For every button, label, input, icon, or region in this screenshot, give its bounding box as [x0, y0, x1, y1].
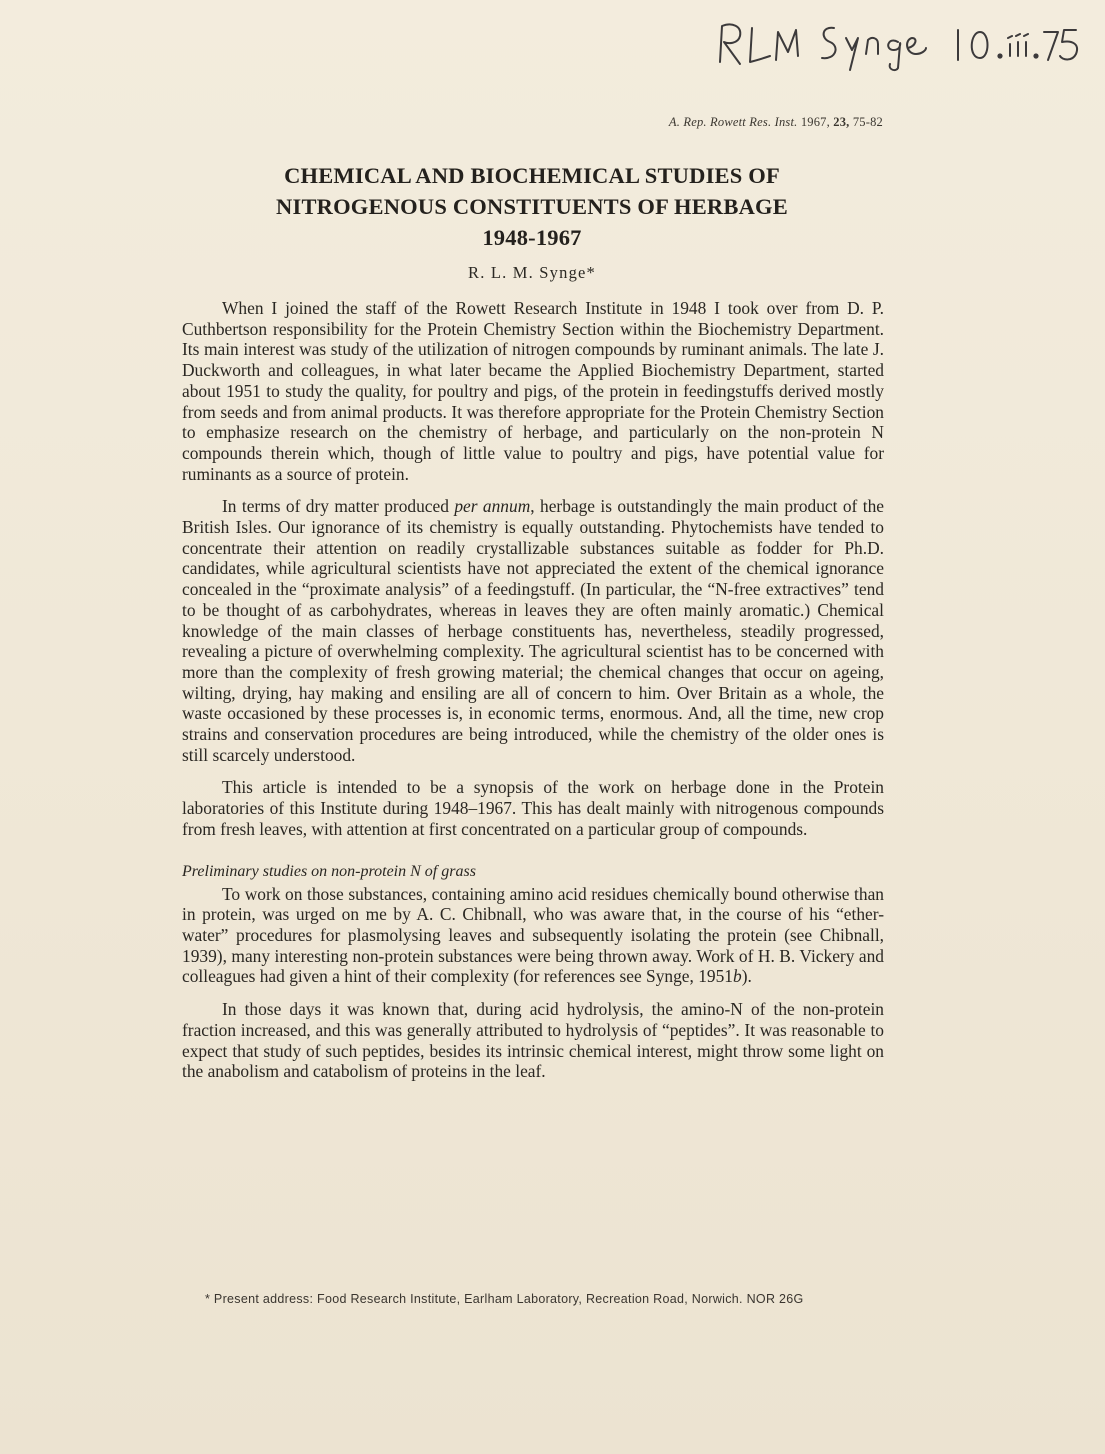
paragraph-2	[182, 496, 884, 765]
article-header	[180, 160, 884, 283]
section-heading: Preliminary studies on non-protein N of grass	[182, 862, 476, 880]
footnote: * Present address: Food Research Institute, Earlham Laboratory, Recreation Road, Norwich. NOR 26G	[205, 1292, 804, 1306]
paragraph-3: This article is intended to be a synopsis of the work on herbage done in the Protein laboratories of this Institute during 1948–1967. This has dealt mainly with nitrogenous compounds from fresh leaves, with attention at first concentrated on a particular group of compounds.	[182, 777, 884, 839]
paragraph-2-text-a: In terms of dry matter produced	[222, 496, 455, 517]
article-body	[182, 298, 884, 1094]
citation-pages: 75-82	[852, 115, 883, 129]
section-paragraph-2: In those days it was known that, during acid hydrolysis, the amino-N of the non-protein fraction increased, and this was generally attributed to hydrolysis of “peptides”. It was reasonable to expect that study of such peptides, besides its intrinsic chemical interest, might throw some light on the anabolism and catabolism of proteins in the leaf.	[182, 999, 884, 1082]
section-paragraph-1-text-a: To work on those substances, containing amino acid residues chemically bound otherwise than in protein, was urged on me by A. C. Chibnall, who was aware that, in the course of his “ether-water” procedures for plasmolysing leaves and subsequently isolating the protein (see Chibnall, 1939), many interesting non-protein substances were being thrown away. Work of H. B. Vickery and colleagues had given a hint of their complexity (for references see Synge, 1951	[182, 883, 884, 987]
citation-year: 1967,	[800, 115, 830, 129]
handwritten-annotation	[712, 14, 1092, 72]
paragraph-1: When I joined the staff of the Rowett Research Institute in 1948 I took over from D. P. Cuthbertson responsibility for the Protein Chemistry Section within the Biochemistry Department. Its main interest was study of the utilization of nitrogen compounds by ruminant animals. The late J. Duckworth and colleagues, in what later became the Applied Biochemistry Department, started about 1951 to study the quality, for poultry and pigs, of the protein in feedingstuffs derived mostly from seeds and from animal products. It was therefore appropriate for the Protein Chemistry Section to emphasize research on the chemistry of herbage, and particularly on the non-protein N compounds therein which, though of little value to poultry and pigs, have potential value for ruminants as a source of protein.	[182, 298, 884, 484]
title-line-1: CHEMICAL AND BIOCHEMICAL STUDIES OF	[284, 163, 780, 188]
paragraph-2-text-b: , herbage is outstandingly the main product of the British Isles. Our ignorance of its chemistry is equally outstanding. Phytochemists have tended to concentrate their attention on readily crystallizable substances suitable as fodder for Ph.D. candidates, while agricultural scientists have not appreciated the extent of the chemical ignorance concealed in the “proximate analysis” of a feedingstuff. (In particular, the “N-free extractives” tend to be thought of as carbohydrates, whereas in leaves they are often mainly aromatic.) Chemical knowledge of the main classes of herbage constituents has, nevertheless, steadily progressed, revealing a picture of overwhelming complexity. The agricultural scientist has to be concerned with more than the complexity of fresh growing material; the chemical changes that occur on ageing, wilting, drying, hay making and ensiling are all of concern to him. Over Britain as a whole, the waste occasioned by these processes is, in economic terms, enormous. And, all the time, new crop strains and conservation procedures are being introduced, while the chemistry of the older ones is still scarcely understood.	[182, 496, 884, 765]
section-paragraph-1	[182, 884, 884, 988]
section-paragraph-1-text-b: ).	[741, 966, 752, 987]
title-line-3: 1948-1967	[482, 225, 582, 250]
section-paragraph-1-italic: b	[733, 966, 742, 987]
paragraph-2-italic: per annum	[454, 496, 531, 517]
handwritten-signature-drawing	[712, 14, 1092, 72]
citation-volume: 23,	[833, 115, 850, 129]
journal-citation	[669, 115, 883, 130]
author-name: R. L. M. Synge*	[467, 263, 596, 282]
title-line-2: NITROGENOUS CONSTITUENTS OF HERBAGE	[276, 194, 788, 219]
citation-journal: A. Rep. Rowett Res. Inst.	[668, 115, 798, 129]
